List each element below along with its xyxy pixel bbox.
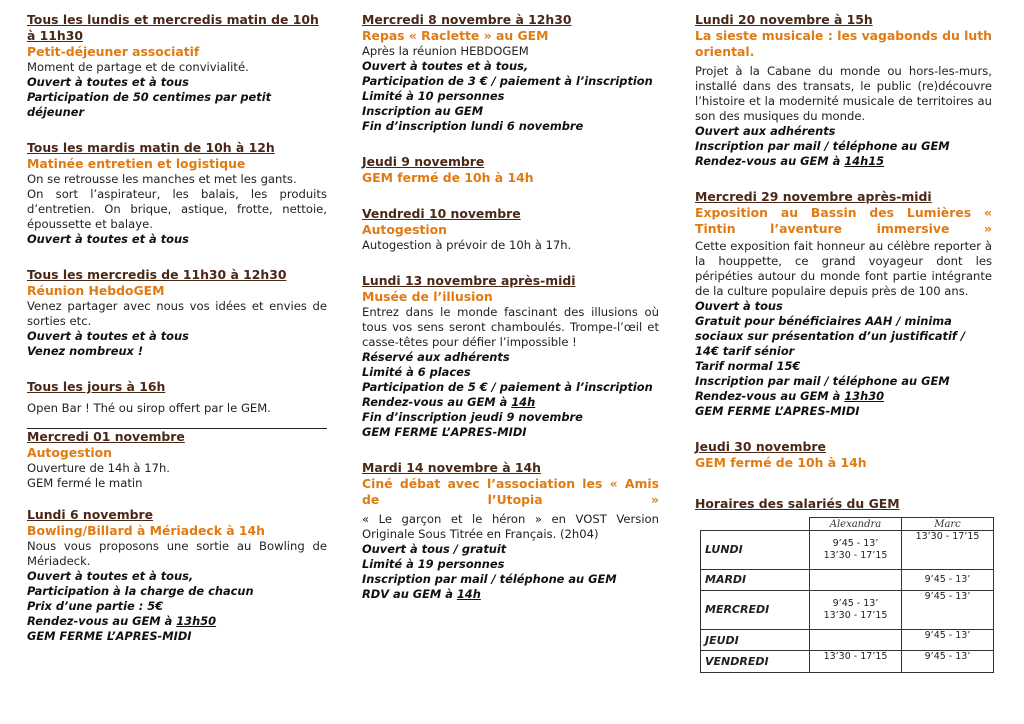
schedule-hours [902, 651, 994, 673]
event-description: Cette exposition fait honneur au célèbre reporter à la houppette, ce grand voyageur dont les péripéties autour du monde font partie intégrante de la culture populaire depuis près de 100 ans. [695, 239, 992, 298]
event-title: Autogestion [27, 445, 112, 460]
event-detail: Fin d’inscription lundi 6 novembre [362, 119, 584, 133]
event-detail: Tarif normal 15€ [695, 359, 801, 373]
event-detail: Ouvert à toutes et à tous, [362, 59, 529, 73]
event-title: Ciné débat avec l’association les « Amis de l’Utopia » [362, 476, 659, 507]
event-title: La sieste musicale : les vagabonds du luth oriental. [695, 28, 992, 59]
event-rdv [27, 614, 327, 629]
event-description: On sort l’aspirateur, les balais, les produits d’entretien. On brique, astique, frotte, nettoie, époussette et balaye. [27, 187, 327, 231]
event-closing: GEM FERME L’APRES-MIDI [27, 629, 192, 643]
event-date: Lundi 13 novembre après-midi [362, 273, 576, 288]
event-detail: Limité à 6 places [362, 365, 471, 379]
event-closing: GEM FERME L’APRES-MIDI [362, 425, 527, 439]
rdv-prefix: Rendez-vous au GEM à [695, 154, 845, 168]
schedule-row [701, 531, 994, 570]
schedule-hours [810, 629, 902, 651]
event-date: Lundi 20 novembre à 15h [695, 12, 873, 27]
event-description: Venez partager avec nous vos idées et envies de sorties etc. [27, 299, 327, 328]
event-detail: Inscription par mail / téléphone au GEM [695, 139, 950, 153]
event-description: Autogestion à prévoir de 10h à 17h. [362, 238, 572, 252]
event-description: « Le garçon et le héron » en VOST Version Originale Sous Titrée en Français. (2h04) [362, 512, 659, 541]
rdv-prefix: RDV au GEM à [362, 587, 457, 601]
event-date: Jeudi 30 novembre [695, 439, 826, 454]
event-detail: Ouvert à tous / gratuit [362, 542, 507, 556]
event-date: Tous les jours à 16h [27, 379, 166, 394]
hours-slot: 13’30 - 17’15 [915, 531, 980, 542]
hours-slot: 13’30 - 17’15 [823, 651, 888, 663]
schedule-table [700, 517, 994, 673]
schedule-row [701, 569, 994, 591]
event-detail: Ouvert à toutes et à tous [27, 329, 189, 343]
event-description: GEM fermé le matin [27, 476, 143, 490]
rdv-time: 14h [511, 395, 536, 409]
event-date: Mardi 14 novembre à 14h [362, 460, 541, 475]
schedule-header-row [701, 518, 994, 531]
hours-slot: 9’45 - 13’ [924, 573, 971, 585]
schedule-day: VENDREDI [701, 651, 810, 673]
schedule-day: JEUDI [701, 629, 810, 651]
schedule-row [701, 591, 994, 630]
event-reunion-hebdogem [27, 267, 327, 359]
column-left [27, 12, 327, 644]
schedule-hours [810, 569, 902, 591]
schedule-day: MARDI [701, 569, 810, 591]
event-detail: Participation de 50 centimes par petit déjeuner [27, 90, 272, 119]
hours-slot: 9’45 - 13’ [924, 629, 971, 641]
rdv-prefix: Rendez-vous au GEM à [27, 614, 177, 628]
event-date: Mercredi 8 novembre à 12h30 [362, 12, 572, 27]
event-detail: Limité à 19 personnes [362, 557, 505, 571]
event-date: Lundi 6 novembre [27, 507, 154, 522]
event-title: Exposition au Bassin des Lumières « Tintin l’aventure immersive » [695, 205, 992, 236]
event-detail: Ouvert aux adhérents [695, 124, 836, 138]
hours-slot: 9’45 - 13’ [832, 537, 879, 549]
event-description: Après la réunion HEBDOGEM [362, 44, 529, 58]
event-detail: Prix d’une partie : 5€ [27, 599, 164, 613]
event-title: Matinée entretien et logistique [27, 156, 246, 171]
event-date: Tous les mercredis de 11h30 à 12h30 [27, 267, 287, 282]
event-autogestion-10 [362, 206, 659, 253]
event-matinee-entretien [27, 140, 327, 247]
event-date: Tous les mardis matin de 10h à 12h [27, 140, 275, 155]
event-petit-dejeuner [27, 12, 327, 120]
hours-slot: 9’45 - 13’ [924, 651, 971, 663]
event-title: Bowling/Billard à Mériadeck à 14h [27, 523, 265, 538]
event-sieste-musicale [695, 12, 992, 169]
schedule-day: MERCREDI [701, 591, 810, 630]
schedule-day: LUNDI [701, 531, 810, 570]
event-description: Ouverture de 14h à 17h. [27, 461, 170, 475]
schedule-corner [701, 518, 810, 531]
event-detail: Réservé aux adhérents [362, 350, 510, 364]
event-title: Musée de l’illusion [362, 289, 493, 304]
event-detail: Participation de 3 € / paiement à l’inscription [362, 74, 653, 88]
event-detail: Venez nombreux ! [27, 344, 144, 358]
event-description: Entrez dans le monde fascinant des illusions où tous vos sens seront chamboulés. Trompe-l’œil et casse-têtes pour défier l’impossible ! [362, 305, 659, 349]
hours-slot: 9’45 - 13’ [924, 591, 971, 603]
column-right [695, 12, 992, 471]
event-title: Autogestion [362, 222, 447, 237]
event-closing: GEM FERME L’APRES-MIDI [695, 404, 860, 418]
event-raclette [362, 12, 659, 134]
event-rdv [695, 389, 992, 404]
schedule-hours [902, 569, 994, 591]
schedule-title: Horaires des salariés du GEM [695, 496, 900, 511]
rdv-prefix: Rendez-vous au GEM à [695, 389, 845, 403]
rdv-time: 13h50 [176, 614, 217, 628]
event-description: Nous vous proposons une sortie au Bowling de Mériadeck. [27, 539, 327, 568]
event-detail: Inscription par mail / téléphone au GEM [695, 374, 950, 388]
event-detail: Ouvert à toutes et à tous, [27, 569, 194, 583]
hours-slot: 13’30 - 17’15 [823, 609, 888, 621]
event-title: GEM fermé de 10h à 14h [362, 170, 534, 185]
schedule-hours [902, 591, 994, 630]
rdv-time: 14h [456, 587, 481, 601]
event-title: Petit-déjeuner associatif [27, 44, 200, 59]
event-date: Vendredi 10 novembre [362, 206, 521, 221]
event-title: Réunion HebdoGEM [27, 283, 165, 298]
event-description: Moment de partage et de convivialité. [27, 60, 249, 74]
event-gem-ferme-30 [695, 439, 992, 471]
hours-slot: 13’30 - 17’15 [823, 549, 888, 561]
schedule-hours [902, 531, 994, 570]
event-description: Projet à la Cabane du monde ou hors-les-murs, installé dans des transats, le public (re)découvre l’histoire et la modernité musicale de territoires au son des musiques du monde. [695, 64, 992, 123]
event-date: Tous les lundis et mercredis matin de 10h à 11h30 [27, 12, 319, 43]
event-date: Mercredi 29 novembre après-midi [695, 189, 932, 204]
event-open-bar [27, 379, 327, 416]
event-date: Jeudi 9 novembre [362, 154, 485, 169]
column-middle [362, 12, 659, 602]
event-rdv [362, 395, 659, 410]
event-musee-illusion [362, 273, 659, 440]
event-autogestion-01 [27, 429, 327, 491]
event-detail: Participation à la charge de chacun [27, 584, 254, 598]
event-cine-debat [362, 460, 659, 602]
event-detail: Ouvert à toutes et à tous [27, 75, 189, 89]
schedule-person: Alexandra [810, 518, 902, 531]
event-detail: Ouvert à toutes et à tous [27, 232, 189, 246]
event-detail: Inscription par mail / téléphone au GEM [362, 572, 617, 586]
schedule-hours [902, 629, 994, 651]
schedule-row [701, 651, 994, 673]
event-detail: Fin d’inscription jeudi 9 novembre [362, 410, 583, 424]
rdv-time: 13h30 [844, 389, 885, 403]
schedule-hours [810, 531, 902, 570]
hours-slot: 9’45 - 13’ [832, 597, 879, 609]
event-date: Mercredi 01 novembre [27, 429, 185, 444]
schedule-hours [810, 651, 902, 673]
event-detail: Gratuit pour bénéficiaires AAH / minima sociaux sur présentation d’un justificatif / 14€ tarif sénior [695, 314, 965, 358]
event-rdv [695, 154, 992, 169]
event-bowling [27, 507, 327, 644]
event-detail: Limité à 10 personnes [362, 89, 505, 103]
event-rdv [362, 587, 659, 602]
event-exposition-tintin [695, 189, 992, 419]
event-detail: Ouvert à tous [695, 299, 783, 313]
event-description: On se retrousse les manches et met les gants. [27, 172, 297, 186]
event-gem-ferme-09 [362, 154, 659, 186]
event-description: Open Bar ! Thé ou sirop offert par le GEM. [27, 401, 271, 415]
schedule-person: Marc [902, 518, 994, 531]
event-title: Repas « Raclette » au GEM [362, 28, 549, 43]
event-detail: Inscription au GEM [362, 104, 484, 118]
event-title: GEM fermé de 10h à 14h [695, 455, 867, 470]
rdv-prefix: Rendez-vous au GEM à [362, 395, 512, 409]
schedule-row [701, 629, 994, 651]
schedule-hours [810, 591, 902, 630]
event-detail: Participation de 5 € / paiement à l’inscription [362, 380, 653, 394]
rdv-time: 14h15 [844, 154, 885, 168]
